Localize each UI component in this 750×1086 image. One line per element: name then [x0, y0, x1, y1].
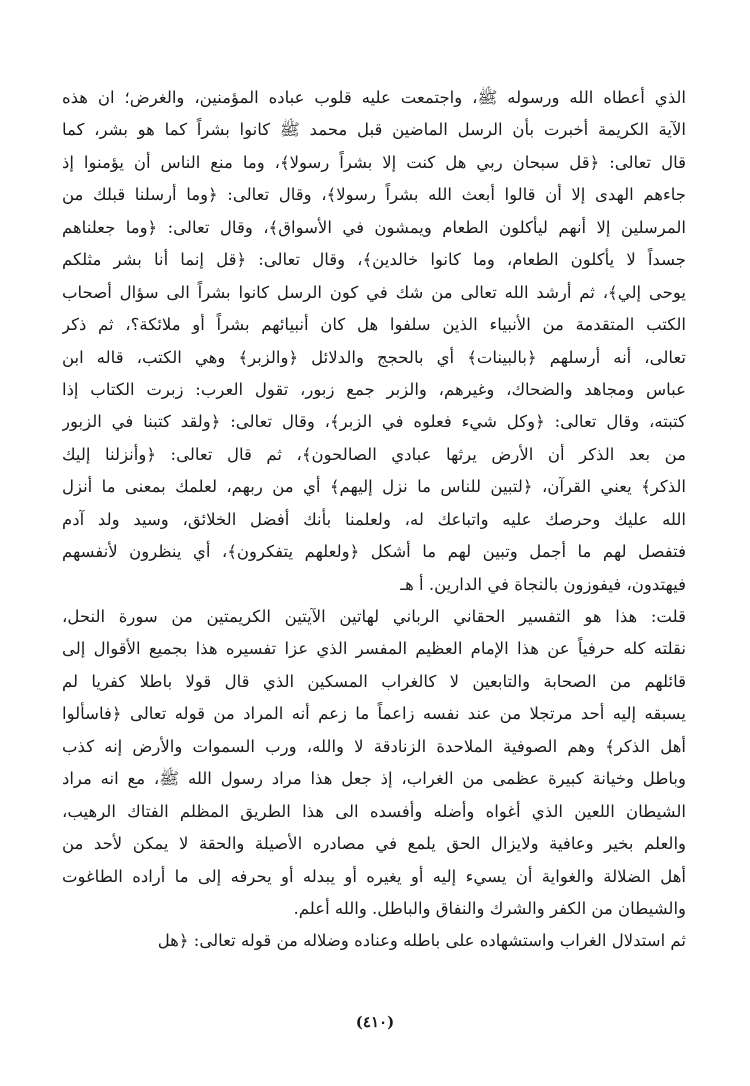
text-line-20: يسبقه إليه أحد مرتجلا من عند نفسه زاعماً ما زعم أنه المراد من قوله تعالى ﴿فاسألوا: [62, 704, 686, 724]
text-line-1: الذي أعطاه الله ورسوله ﷺ، واجتمعت عليه قلوب عباده المؤمنين، والغرض؛ ان هذه: [62, 88, 686, 107]
text-line-9: تعالى، أنه أرسلهم ﴿بالبينات﴾ أي بالحجج والدلائل ﴿والزبر﴾ وهي الكتب، قاله ابن: [62, 347, 686, 367]
text-line-26: والشيطان من الكفر والشرك والنفاق والباطل. والله أعلم.: [293, 898, 686, 918]
text-line-2: الآية الكريمة أخبرت بأن الرسل الماضين قبل محمد ﷺ كانوا بشراً كما هو بشر، كما: [62, 120, 686, 140]
text-line-18: نقلته كله حرفياً عن هذا الإمام العظيم المفسر الذي عزا تفسيره هذا بجميع الأقوال إلى: [62, 639, 686, 659]
text-line-8: الكتب المتقدمة من الأنبياء الذين سلفوا هل كان أنبيائهم بشراً أو ملائكة؟، ثم ذكر: [62, 315, 686, 335]
text-line-25: أهل الضلالة والغواية أن يسيء إليه أو يغيره أو يبدله أو يحرفه إلى ما أراده الطاغوت: [62, 866, 686, 886]
text-line-10: عباس ومجاهد والضحاك، وغيرهم، والزبر جمع زبور، تقول العرب: زبرت الكتاب إذا: [62, 379, 686, 399]
text-line-19: قائلهم من الصحابة والتابعين لا كالغراب المسكين الذي قال قولا باطلا كفريا لم: [62, 671, 686, 691]
text-line-5: المرسلين إلا أنهم ليأكلون الطعام ويمشون في الأسواق﴾، وقال تعالى: ﴿وما جعلناهم: [62, 217, 686, 237]
text-line-11: كتبته، وقال تعالى: ﴿وكل شيء فعلوه في الزبر﴾، وقال تعالى: ﴿ولقد كتبنا في الزبور: [62, 412, 686, 432]
text-line-15: فتفصل لهم ما أجمل وتبين لهم ما أشكل ﴿ولعلهم يتفكرون﴾، أي ينظرون لأنفسهم: [62, 542, 686, 562]
text-line-16: فيهتدون، فيفوزون بالنجاة في الدارين. أ هـ: [400, 574, 686, 594]
body-text: [62, 82, 686, 958]
text-line-21: أهل الذكر﴾ وهم الصوفية الملاحدة الزنادقة لا والله، ورب السموات والأرض إنه كذب: [62, 736, 686, 756]
text-line-14: الله عليك وحرصك عليه واتباعك له، ولعلمنا بأنك أفضل الخلائق، وسيد ولد آدم: [62, 509, 686, 529]
text-line-13: الذكر﴾ يعني القرآن، ﴿لتبين للناس ما نزل إليهم﴾ أي من ربهم، لعلمك بمعنى ما أنزل: [62, 477, 686, 497]
text-line-12: من بعد الذكر أن الأرض يرثها عبادي الصالحون﴾، ثم قال تعالى: ﴿وأنزلنا إليك: [62, 444, 686, 464]
text-line-6: جسداً لا يأكلون الطعام، وما كانوا خالدين﴾، وقال تعالى: ﴿قل إنما أنا بشر مثلكم: [62, 250, 686, 270]
text-line-27: ثم استدلال الغراب واستشهاده على باطله وعناده وضلاله من قوله تعالى: ﴿هل: [157, 931, 686, 951]
text-line-4: جاءهم الهدى إلا أن قالوا أبعث الله بشراً رسولا﴾، وقال تعالى: ﴿وما أرسلنا قبلك من: [62, 185, 686, 205]
text-line-7: يوحى إلي﴾، ثم أرشد الله تعالى من شك في كون الرسل كانوا بشراً الى سؤال أصحاب: [62, 282, 686, 302]
text-line-23: الشيطان اللعين الذي أغواه وأضله وأفسده الى هذا الطريق المظلم الفتاك الرهيب،: [62, 801, 686, 821]
text-line-24: والعلم بخير وعافية ولايزال الحق يلمع في مصادره الأصيلة والحقة لا يمكن لأحد من: [62, 834, 686, 854]
text-line-3: قال تعالى: ﴿قل سبحان ربي هل كنت إلا بشراً رسولا﴾، وما منع الناس أن يؤمنوا إذ: [62, 152, 686, 172]
text-line-22: وباطل وخيانة كبيرة عظمى من الغراب، إذ جعل هذا مراد رسول الله ﷺ، مع انه مراد: [62, 769, 686, 789]
page-number: (٤١٠): [355, 1013, 395, 1031]
text-line-17: قلت: هذا هو التفسير الحقاني الرباني لهاتين الآيتين الكريمتين من سورة النحل،: [62, 607, 686, 626]
